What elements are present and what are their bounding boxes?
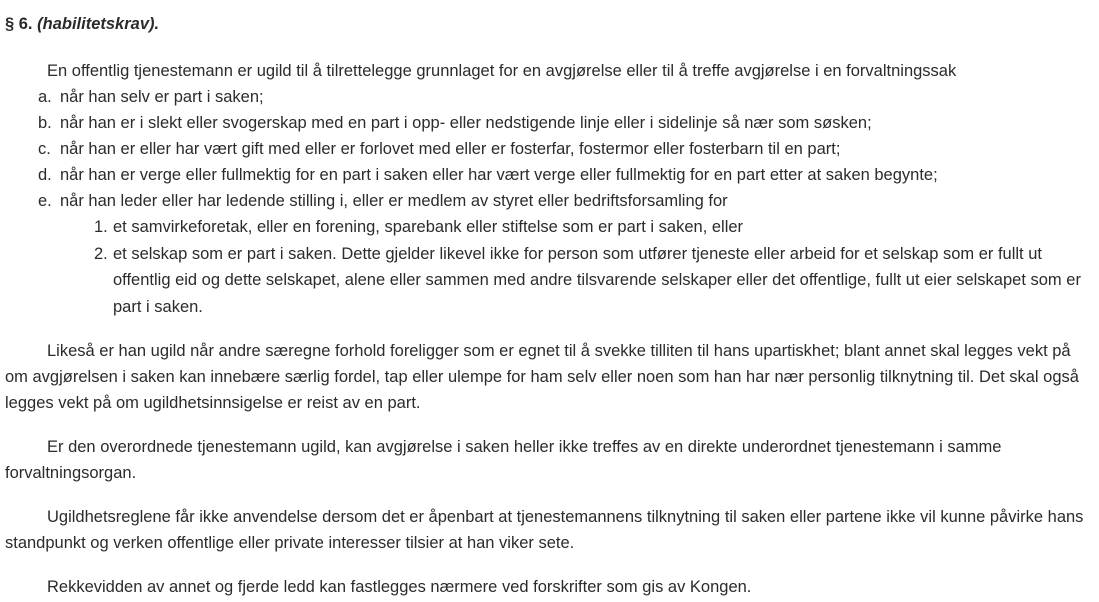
list-item (5, 162, 1095, 188)
paragraph-5: Rekkevidden av annet og fjerde ledd kan fastlegges nærmere ved forskrifter som gis av Kongen. (47, 578, 752, 596)
section-number: § 6. (5, 15, 33, 33)
sublist-marker: 1. (94, 218, 108, 236)
sublist-marker: 2. (94, 244, 108, 263)
sublist-item-text: et samvirkeforetak, eller en forening, sparebank eller stiftelse som er part i saken, eller (113, 218, 744, 236)
first-paragraph-intro: En offentlig tjenestemann er ugild til å tilrettelegge grunnlaget for en avgjørelse eller til å treffe avgjørelse i en forvaltningssak (47, 62, 957, 80)
list-item (5, 188, 1095, 320)
paragraph-4: Ugildhetsreglene får ikke anvendelse dersom det er åpenbart at tjenestemannens tilknytning til saken eller partene ikke vil kunne påvirke hans standpunkt og verken offentlige eller private interesser tilsier at han viker sete. (5, 508, 1084, 552)
list-marker: e. (38, 192, 52, 210)
list-item-text: når han selv er part i saken; (60, 88, 264, 106)
list-item (5, 110, 1095, 136)
sublist-item-text: et selskap som er part i saken. Dette gjelder likevel ikke for person som utfører tjeneste eller arbeid for et selskap som er fullt ut offentlig eid og dette selskapet, alene eller sammen med andre tilsvarende selskaper eller det offentlige, fullt ut eier selskapet som er part i saken. (113, 244, 1081, 316)
section-title: (habilitetskrav). (37, 15, 160, 33)
number-sublist (60, 214, 1095, 320)
paragraph-2: Likeså er han ugild når andre særegne forhold foreligger som er egnet til å svekke tilliten til hans upartiskhet; blant annet skal legges vekt på om avgjørelsen i saken kan innebære særlig fordel, tap eller ulempe for ham selv eller noen som han har nær personlig tilknytning til. Det skal også legges vekt på om ugildhetsinnsigelse er reist av en part. (5, 342, 1079, 412)
list-marker: a. (38, 88, 52, 106)
list-item-text: når han er verge eller fullmektig for en part i saken eller har vært verge eller fullmektig for en part etter at saken begynte; (60, 166, 938, 184)
letter-list (5, 84, 1095, 320)
list-marker: b. (38, 114, 52, 132)
list-item-text: når han er i slekt eller svogerskap med en part i opp- eller nedstigende linje eller i sidelinje så nær som søsken; (60, 114, 872, 132)
list-item (5, 136, 1095, 162)
section-heading (5, 13, 1095, 35)
list-item-text: når han leder eller har ledende stilling i, eller er medlem av styret eller bedriftsforsamling for (60, 192, 728, 210)
list-item (5, 84, 1095, 110)
sublist-item (5, 241, 1095, 321)
list-item-text: når han er eller har vært gift med eller er forlovet med eller er fosterfar, fostermor eller fosterbarn til en part; (60, 140, 841, 158)
sublist-item (5, 214, 1095, 241)
list-marker: c. (38, 140, 51, 158)
list-marker: d. (38, 166, 52, 184)
paragraph-3: Er den overordnede tjenestemann ugild, kan avgjørelse i saken heller ikke treffes av en direkte underordnet tjenestemann i samme forvaltningsorgan. (5, 438, 1002, 482)
law-document (5, 0, 1095, 600)
